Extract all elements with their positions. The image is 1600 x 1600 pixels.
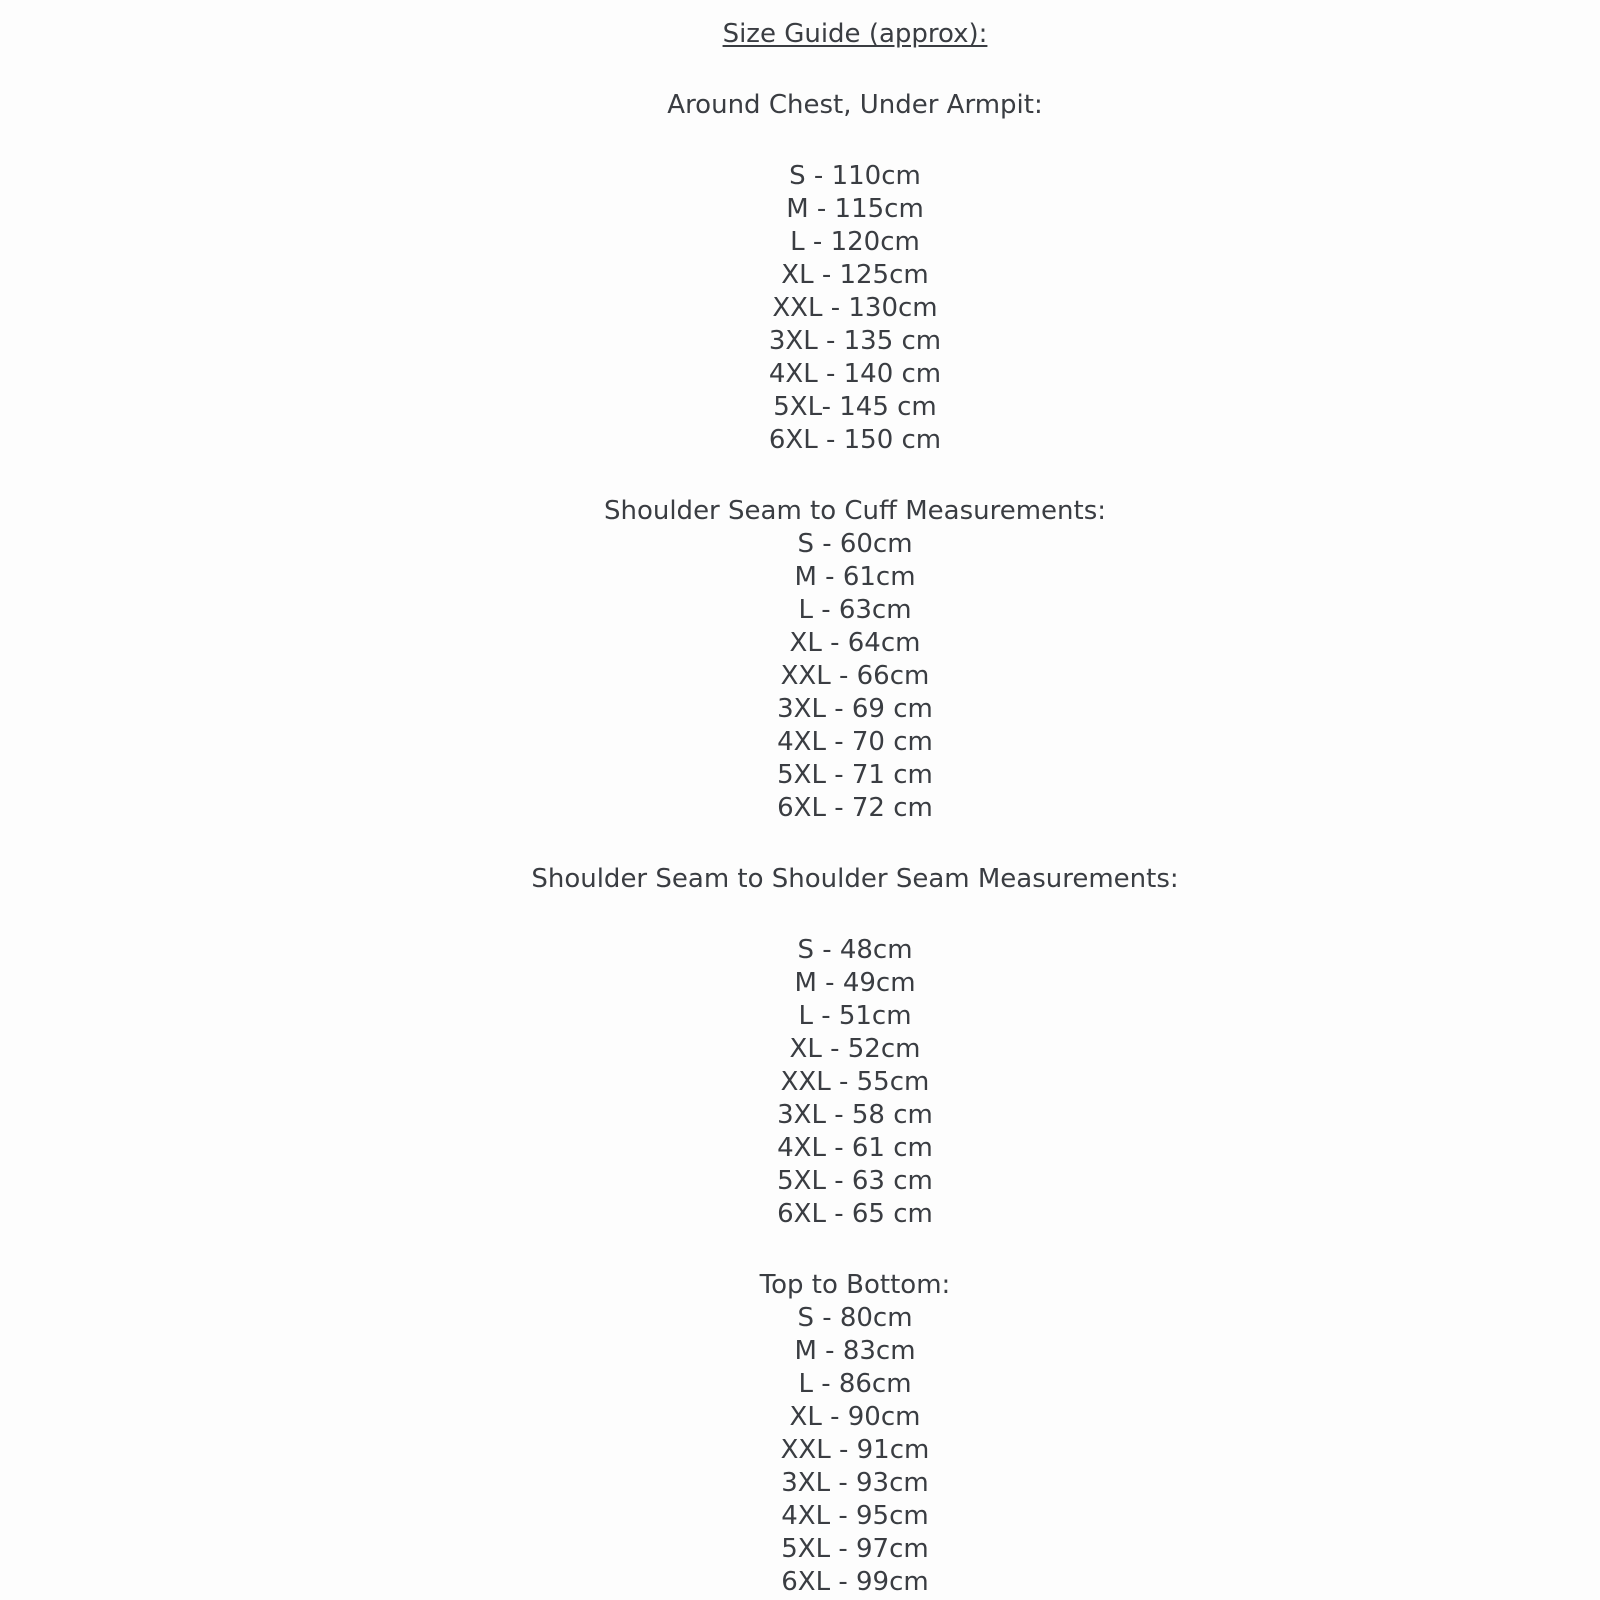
size-line: 5XL - 97cm	[781, 1534, 929, 1564]
size-guide-title: Size Guide (approx):	[722, 19, 988, 49]
size-line: 5XL - 63 cm	[777, 1166, 933, 1196]
size-line: 3XL - 69 cm	[777, 694, 933, 724]
size-line: XL - 52cm	[789, 1034, 921, 1064]
section-heading: Around Chest, Under Armpit:	[667, 90, 1043, 120]
size-line: XXL - 91cm	[780, 1435, 930, 1465]
size-line: XXL - 130cm	[772, 293, 938, 323]
size-line: 4XL - 61 cm	[777, 1133, 933, 1163]
size-line: XXL - 55cm	[780, 1067, 930, 1097]
size-line: S - 110cm	[789, 161, 921, 191]
size-line: 6XL - 72 cm	[777, 793, 933, 823]
size-line: 5XL - 71 cm	[777, 760, 933, 790]
size-guide-document	[110, 0, 1600, 1599]
size-section	[110, 863, 1600, 1231]
size-line: S - 48cm	[797, 935, 913, 965]
section-items	[110, 528, 1600, 825]
size-section	[110, 89, 1600, 457]
size-line: L - 86cm	[798, 1369, 912, 1399]
size-line: 3XL - 135 cm	[768, 326, 942, 356]
size-line: 3XL - 58 cm	[777, 1100, 933, 1130]
section-heading: Top to Bottom:	[759, 1270, 951, 1300]
size-line: 3XL - 93cm	[781, 1468, 929, 1498]
section-heading: Shoulder Seam to Shoulder Seam Measurements:	[531, 864, 1179, 894]
size-line: 5XL- 145 cm	[773, 392, 937, 422]
size-line: 4XL - 70 cm	[777, 727, 933, 757]
size-line: M - 61cm	[794, 562, 916, 592]
size-section	[110, 495, 1600, 825]
size-line: M - 49cm	[794, 968, 916, 998]
section-items	[110, 934, 1600, 1231]
size-line: 4XL - 140 cm	[768, 359, 942, 389]
size-section	[110, 1269, 1600, 1599]
size-line: XL - 64cm	[789, 628, 921, 658]
section-items	[110, 160, 1600, 457]
size-line: 6XL - 65 cm	[777, 1199, 933, 1229]
sections	[110, 89, 1600, 1599]
size-line: L - 51cm	[798, 1001, 912, 1031]
size-line: L - 63cm	[798, 595, 912, 625]
size-line: S - 60cm	[797, 529, 913, 559]
size-line: S - 80cm	[797, 1303, 913, 1333]
size-line: M - 83cm	[794, 1336, 916, 1366]
section-items	[110, 1302, 1600, 1599]
size-line: M - 115cm	[786, 194, 924, 224]
size-line: 4XL - 95cm	[781, 1501, 929, 1531]
size-line: L - 120cm	[790, 227, 920, 257]
size-line: 6XL - 150 cm	[768, 425, 942, 455]
size-line: XL - 90cm	[789, 1402, 921, 1432]
size-line: XL - 125cm	[781, 260, 929, 290]
section-heading: Shoulder Seam to Cuff Measurements:	[603, 496, 1107, 526]
size-line: XXL - 66cm	[780, 661, 930, 691]
size-line: 6XL - 99cm	[781, 1567, 929, 1597]
